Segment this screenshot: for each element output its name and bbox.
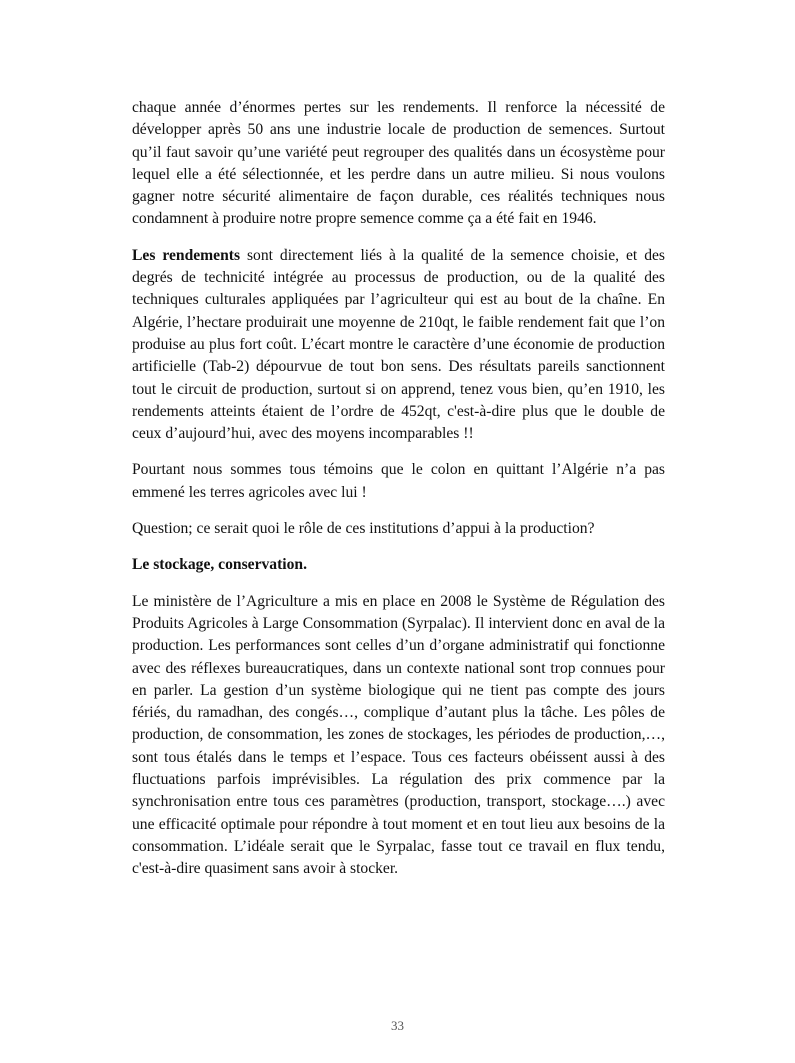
page-body — [132, 97, 665, 895]
paragraph-rendements-body: sont directement liés à la qualité de la semence choisie, et des degrés de technicité intégrée au processus de production, ou de la qualité des techniques culturales appliquées par l’agriculteur qui est au bout de la chaîne. En Algérie, l’hectare produirait une moyenne de 210qt, le faible rendement fait que l’on produise au plus fort coût. L’écart montre le caractère d’une économie de production artificielle (Tab-2) dépourvue de tout bon sens. Des résultats pareils sanctionnent tout le circuit de production, surtout si on apprend, tenez vous bien, qu’en 1910, les rendements atteints étaient de l’ordre de 452qt, c'est-à-dire plus que le double de ceux d’aujourd’hui, avec des moyens incomparables !! — [132, 246, 665, 443]
paragraph-colon: Pourtant nous sommes tous témoins que le colon en quittant l’Algérie n’a pas emmené les terres agricoles avec lui ! — [132, 461, 665, 501]
paragraph-question: Question; ce serait quoi le rôle de ces institutions d’appui à la production? — [132, 520, 595, 538]
section-heading-stockage: Le stockage, conservation. — [132, 556, 307, 574]
paragraph-semences: chaque année d’énormes pertes sur les rendements. Il renforce la nécessité de développer après 50 ans une industrie locale de production de semences. Surtout qu’il faut savoir qu’une variété peut regrouper des qualités dans un écosystème pour lequel elle a été sélectionnée, et les perdre dans un autre milieu. Si nous voulons gagner notre sécurité alimentaire de façon durable, ces réalités techniques nous condamnent à produire notre propre semence comme ça a été fait en 1946. — [132, 99, 665, 228]
paragraph-rendements — [132, 245, 665, 446]
paragraph-syrpalac: Le ministère de l’Agriculture a mis en place en 2008 le Système de Régulation des Produits Agricoles à Large Consommation (Syrpalac). Il intervient donc en aval de la production. Les performances sont celles d’un d’organe administratif qui fonctionne avec des réflexes bureaucratiques, dans un contexte national sont trop connues pour en parler. La gestion d’un système biologique qui ne tient pas compte des jours fériés, du ramadhan, des congés…, complique d’autant plus la tâche. Les pôles de production, de consommation, les zones de stockages, les périodes de production,…, sont tous étalés dans le temps et l’espace. Tous ces facteurs obéissent aussi à des fluctuations parfois imprévisibles. La régulation des prix commence par la synchronisation entre tous ces paramètres (production, transport, stockage….) avec une efficacité optimale pour répondre à tout moment et en tout lieu aux besoins de la consommation. L’idéale serait que le Syrpalac, fasse tout ce travail en flux tendu, c'est-à-dire quasiment sans avoir à stocker. — [132, 592, 665, 878]
paragraph-lead-rendements: Les rendements — [132, 246, 241, 264]
page-number: 33 — [391, 1018, 404, 1033]
